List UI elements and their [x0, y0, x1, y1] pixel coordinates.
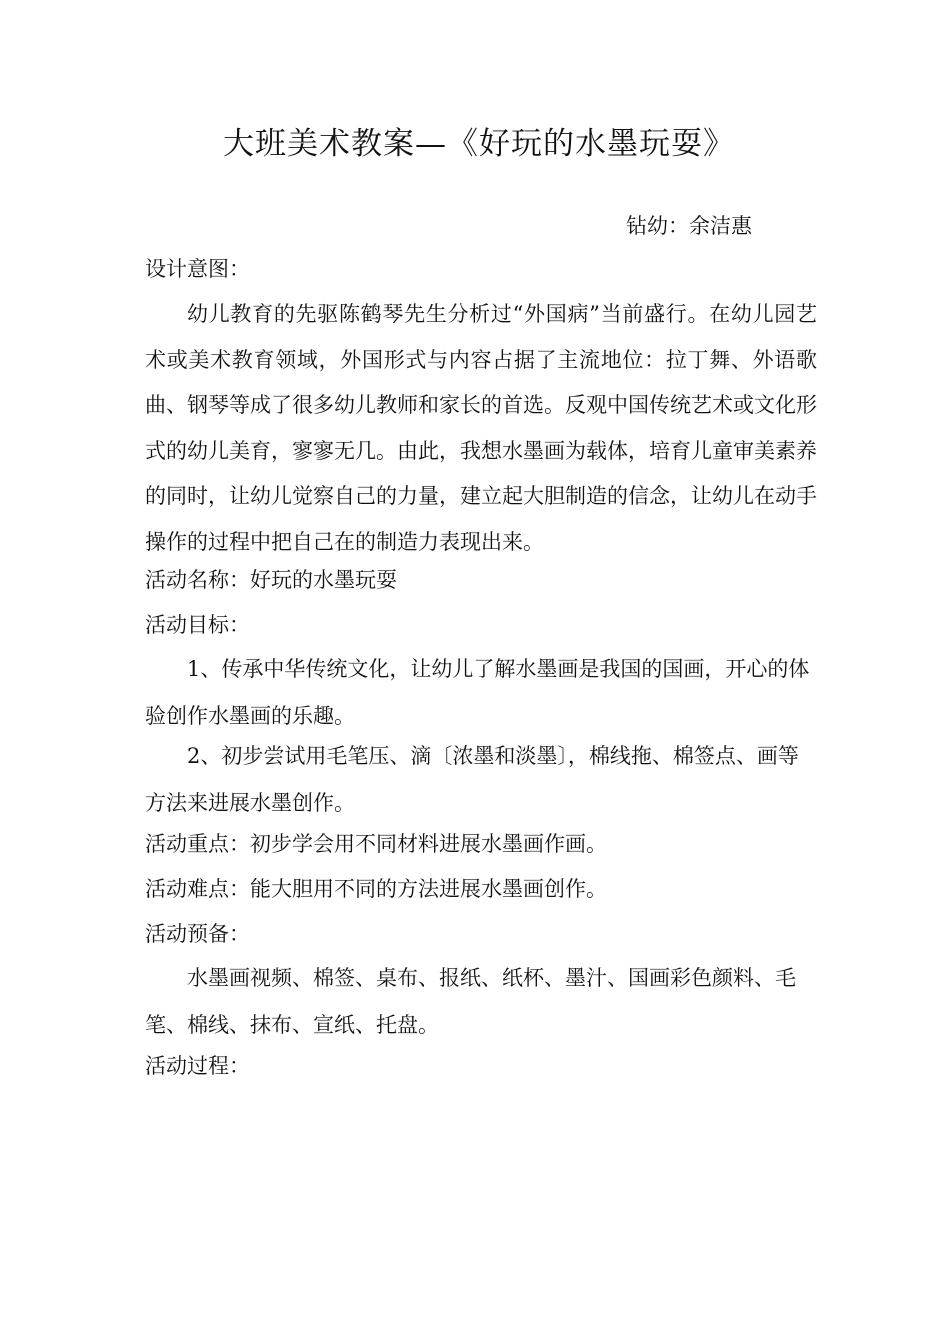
- author-line: 钻幼：余洁惠: [626, 214, 752, 238]
- activity-name: 活动名称：好玩的水墨玩耍: [145, 568, 397, 592]
- difficulty: 活动难点：能大胆用不同的方法进展水墨画创作。: [145, 877, 607, 901]
- goal-item-2: 2、初步尝试用毛笔压、滴〔浓墨和淡墨〕，棉线拖、棉签点、画等方法来进展水墨创作。: [145, 744, 799, 815]
- goal-item-1: 1、传承中华传统文化，让幼儿了解水墨画是我国的国画，开心的体验创作水墨画的乐趣。: [145, 657, 810, 728]
- design-intent-label: 设计意图：: [145, 257, 250, 281]
- document-title: 大班美术教案—《好玩的水墨玩耍》: [223, 126, 735, 162]
- document-body: [145, 254, 817, 1096]
- process-label: 活动过程：: [145, 1054, 250, 1078]
- goals-label: 活动目标：: [145, 613, 250, 637]
- key-point: 活动重点：初步学会用不同材料进展水墨画作画。: [145, 832, 607, 856]
- design-intent-paragraph: 幼儿教育的先驱陈鹤琴先生分析过“外国病”当前盛行。在幼儿园艺术或美术教育领域，外国形式与内容占据了主流地位：拉丁舞、外语歌曲、钢琴等成了很多幼儿教师和家长的首选。反观中国传统艺术或文化形式的幼儿美育，寥寥无几。由此，我想水墨画为载体，培育儿童审美素养的同时，让幼儿觉察自己的力量，建立起大胆制造的信念，让幼儿在动手操作的过程中把自己在的制造力表现出来。: [145, 302, 817, 554]
- preparation-label: 活动预备：: [145, 922, 250, 946]
- preparation-paragraph: 水墨画视频、棉签、桌布、报纸、纸杯、墨汁、国画彩色颜料、毛笔、棉线、抹布、宣纸、托盘。: [145, 966, 796, 1037]
